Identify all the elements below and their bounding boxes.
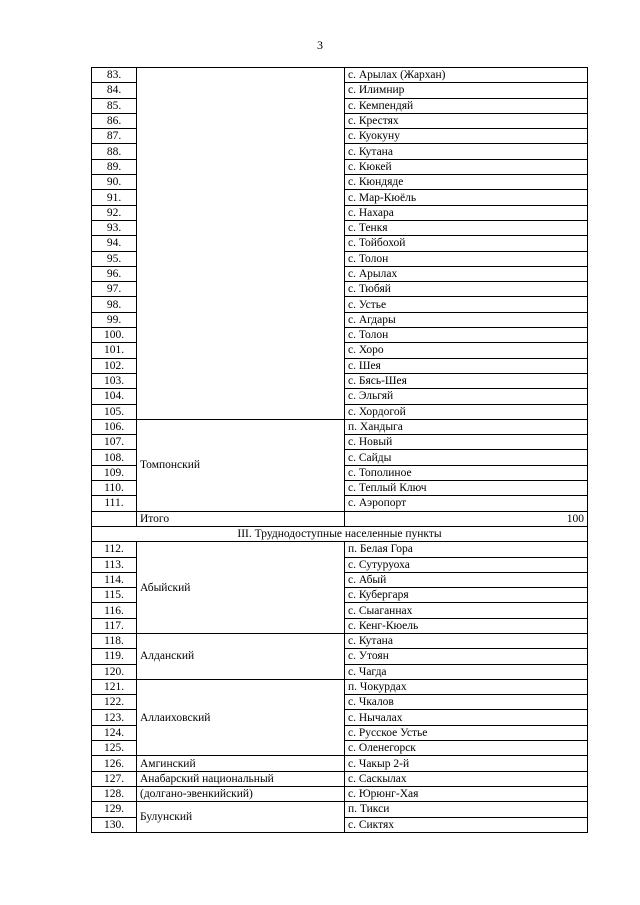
table-row: [92, 802, 588, 817]
row-number: 130.: [92, 817, 137, 832]
settlement-name: с. Кутана: [345, 633, 588, 648]
row-number: 124.: [92, 725, 137, 740]
page-number: 3: [317, 38, 323, 52]
row-number: 123.: [92, 710, 137, 725]
row-number: 116.: [92, 603, 137, 618]
settlement-name: с. Абый: [345, 572, 588, 587]
settlement-name: с. Утоян: [345, 649, 588, 664]
row-number: 103.: [92, 373, 137, 388]
settlement-name: с. Хордогой: [345, 404, 588, 419]
settlement-name: с. Саскылах: [345, 771, 588, 786]
row-number: 101.: [92, 343, 137, 358]
settlement-name: с. Сиктях: [345, 817, 588, 832]
settlement-name: с. Русское Устье: [345, 725, 588, 740]
settlement-name: с. Куокуну: [345, 129, 588, 144]
settlement-name: с. Кубергаря: [345, 588, 588, 603]
row-number: 95.: [92, 251, 137, 266]
row-number: 108.: [92, 450, 137, 465]
district-name: (долгано-эвенкийский): [137, 786, 345, 801]
table-row: [92, 786, 588, 801]
row-number: 97.: [92, 282, 137, 297]
row-number: 127.: [92, 771, 137, 786]
row-number: 125.: [92, 741, 137, 756]
table-row: [92, 542, 588, 557]
settlement-name: с. Тенкя: [345, 220, 588, 235]
row-number: 114.: [92, 572, 137, 587]
table-row: [92, 68, 588, 83]
row-number: 96.: [92, 266, 137, 281]
table-row: [92, 771, 588, 786]
settlement-name: п. Чокурдах: [345, 679, 588, 694]
district-name: Аллаиховский: [140, 711, 211, 724]
table-row: [92, 633, 588, 648]
settlement-name: с. Эльгяй: [345, 389, 588, 404]
settlement-name: с. Сыаганнах: [345, 603, 588, 618]
settlement-name: с. Арылах: [345, 266, 588, 281]
settlement-name: с. Толон: [345, 251, 588, 266]
row-number: 86.: [92, 113, 137, 128]
table-row: [92, 511, 588, 526]
district-cell-empty: [137, 68, 345, 420]
row-number: 112.: [92, 542, 137, 557]
district-name: Анабарский национальный: [137, 771, 345, 786]
settlement-name: с. Чакыр 2-й: [345, 756, 588, 771]
settlement-name: с. Арылах (Жархан): [345, 68, 588, 83]
settlement-name: с. Оленегорск: [345, 741, 588, 756]
settlement-name: с. Юрюнг-Хая: [345, 786, 588, 801]
row-number: 91.: [92, 190, 137, 205]
settlement-name: с. Шея: [345, 358, 588, 373]
settlement-name: с. Чкалов: [345, 695, 588, 710]
row-number: 104.: [92, 389, 137, 404]
settlement-name: с. Сутуруоха: [345, 557, 588, 572]
settlement-name: с. Нахара: [345, 205, 588, 220]
table-row: [92, 679, 588, 694]
settlement-name: с. Сайды: [345, 450, 588, 465]
row-number: 99.: [92, 312, 137, 327]
district-name: Булунский: [140, 811, 193, 824]
settlement-name: п. Хандыга: [345, 419, 588, 434]
row-number: 90.: [92, 175, 137, 190]
district-cell: [137, 679, 345, 755]
settlement-name: с. Бясь-Шея: [345, 373, 588, 388]
district-cell: [137, 802, 345, 833]
settlement-name: с. Кутана: [345, 144, 588, 159]
row-number: 105.: [92, 404, 137, 419]
settlement-name: с. Кюкей: [345, 159, 588, 174]
district-cell: [137, 419, 345, 511]
settlement-name: с. Мар-Кюёль: [345, 190, 588, 205]
row-number: 118.: [92, 633, 137, 648]
row-number: 111.: [92, 496, 137, 511]
settlement-name: с. Тюбяй: [345, 282, 588, 297]
settlement-name: с. Илимнир: [345, 83, 588, 98]
row-number: 83.: [92, 68, 137, 83]
table-row: [92, 756, 588, 771]
settlement-name: с. Толон: [345, 328, 588, 343]
settlement-name: с. Кюндяде: [345, 175, 588, 190]
row-number: 107.: [92, 435, 137, 450]
settlement-name: с. Тополиное: [345, 465, 588, 480]
row-number: 109.: [92, 465, 137, 480]
total-empty-cell: [92, 511, 137, 526]
settlement-name: с. Теплый Ключ: [345, 481, 588, 496]
district-cell: [137, 633, 345, 679]
row-number: 128.: [92, 786, 137, 801]
row-number: 89.: [92, 159, 137, 174]
row-number: 100.: [92, 328, 137, 343]
settlement-name: с. Агдары: [345, 312, 588, 327]
row-number: 92.: [92, 205, 137, 220]
table-row: [92, 526, 588, 541]
settlement-name: с. Кемпендяй: [345, 98, 588, 113]
row-number: 85.: [92, 98, 137, 113]
row-number: 126.: [92, 756, 137, 771]
row-number: 129.: [92, 802, 137, 817]
district-name: Томпонский: [140, 459, 201, 472]
row-number: 98.: [92, 297, 137, 312]
row-number: 117.: [92, 618, 137, 633]
row-number: 120.: [92, 664, 137, 679]
settlements-table: [91, 67, 588, 833]
row-number: 115.: [92, 588, 137, 603]
settlement-name: п. Тикси: [345, 802, 588, 817]
settlement-name: с. Кенг-Кюель: [345, 618, 588, 633]
row-number: 94.: [92, 236, 137, 251]
district-name: Абыйский: [140, 581, 191, 594]
settlements-table-body: [92, 68, 588, 833]
settlement-name: с. Тойбохой: [345, 236, 588, 251]
row-number: 106.: [92, 419, 137, 434]
settlement-name: с. Аэропорт: [345, 496, 588, 511]
table-row: [92, 419, 588, 434]
settlement-name: с. Чагда: [345, 664, 588, 679]
section-heading: III. Труднодоступные населенные пункты: [92, 526, 588, 541]
row-number: 110.: [92, 481, 137, 496]
settlement-name: с. Крестях: [345, 113, 588, 128]
settlement-name: с. Новый: [345, 435, 588, 450]
total-value: 100: [345, 511, 588, 526]
row-number: 119.: [92, 649, 137, 664]
district-cell: [137, 542, 345, 634]
settlement-name: с. Хоро: [345, 343, 588, 358]
row-number: 84.: [92, 83, 137, 98]
settlement-name: с. Устье: [345, 297, 588, 312]
row-number: 102.: [92, 358, 137, 373]
row-number: 113.: [92, 557, 137, 572]
district-name: Алданский: [140, 650, 195, 663]
row-number: 88.: [92, 144, 137, 159]
district-name: Амгинский: [137, 756, 345, 771]
row-number: 93.: [92, 220, 137, 235]
settlement-name: с. Нычалах: [345, 710, 588, 725]
row-number: 121.: [92, 679, 137, 694]
row-number: 122.: [92, 695, 137, 710]
total-label: Итого: [137, 511, 345, 526]
row-number: 87.: [92, 129, 137, 144]
settlement-name: п. Белая Гора: [345, 542, 588, 557]
